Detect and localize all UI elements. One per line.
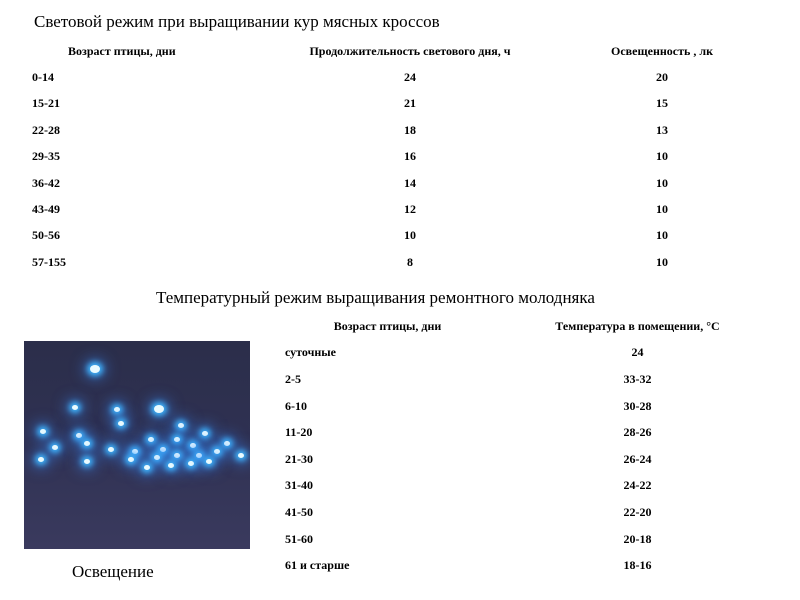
cell-age: 57-155 [32,254,66,269]
temperature-regime-table [282,313,782,579]
table-header-row [28,38,780,64]
table-row [28,64,780,90]
cell-illuminance: 10 [656,254,668,269]
table-row [282,446,782,473]
cell-temperature: 24 [631,345,644,360]
light-regime-table [28,38,780,276]
table-row [28,223,780,249]
table-row [28,249,780,275]
cell-age: 41-50 [285,504,313,519]
table-row [28,91,780,117]
cell-daylight: 16 [404,149,416,164]
cell-temperature: 28-26 [623,425,652,440]
cell-age: 15-21 [32,96,60,111]
table-header-row [282,313,782,340]
cell-age: 11-20 [285,425,313,440]
cell-temperature: 24-22 [623,478,652,493]
cell-illuminance: 15 [656,96,668,111]
cell-age: 0-14 [32,70,54,85]
table-row [282,366,782,393]
lighting-photo [24,341,250,549]
cell-age: 21-30 [285,451,313,466]
cell-temperature: 30-28 [623,398,652,413]
cell-temperature: 26-24 [623,451,652,466]
cell-age: 50-56 [32,228,60,243]
cell-age: 51-60 [285,531,313,546]
cell-daylight: 18 [404,122,416,137]
table-row [282,419,782,446]
cell-daylight: 21 [404,96,416,111]
column-header-age: Возраст птицы, дни [333,318,442,333]
table-row [282,499,782,526]
cell-age: 31-40 [285,478,313,493]
cell-daylight: 24 [404,70,416,85]
cell-daylight: 8 [407,254,413,269]
cell-temperature: 33-32 [623,371,652,386]
cell-age: 6-10 [285,398,307,413]
cell-illuminance: 10 [656,228,668,243]
temperature-regime-title: Температурный режим выращивания ремонтного молодняка [156,288,595,307]
column-header-temperature: Температура в помещении, °С [555,318,720,333]
cell-age: 29-35 [32,149,60,164]
cell-age: суточные [285,345,336,360]
cell-age: 36-42 [32,175,60,190]
cell-daylight: 12 [404,202,416,217]
cell-age: 43-49 [32,202,60,217]
cell-illuminance: 10 [656,149,668,164]
light-regime-title: Световой режим при выращивании кур мясных кроссов [34,12,440,31]
cell-temperature: 18-16 [623,558,652,573]
table-row [28,144,780,170]
cell-age: 2-5 [285,371,301,386]
table-row [28,196,780,222]
column-header-illuminance: Освещенность , лк [611,43,713,58]
table-row [282,552,782,579]
cell-illuminance: 20 [656,70,668,85]
table-row [282,473,782,500]
photo-caption: Освещение [72,562,154,581]
column-header-daylight: Продолжительность светового дня, ч [309,43,511,58]
table-row [28,170,780,196]
table-row [282,393,782,420]
column-header-age: Возраст птицы, дни [68,43,176,58]
cell-age: 61 и старше [285,558,350,573]
cell-daylight: 10 [404,228,416,243]
cell-illuminance: 10 [656,175,668,190]
cell-temperature: 22-20 [623,504,652,519]
cell-illuminance: 10 [656,202,668,217]
table-row [28,117,780,143]
table-row [282,526,782,553]
cell-age: 22-28 [32,122,60,137]
cell-temperature: 20-18 [623,531,652,546]
table-row [282,340,782,367]
cell-daylight: 14 [404,175,416,190]
cell-illuminance: 13 [656,122,668,137]
